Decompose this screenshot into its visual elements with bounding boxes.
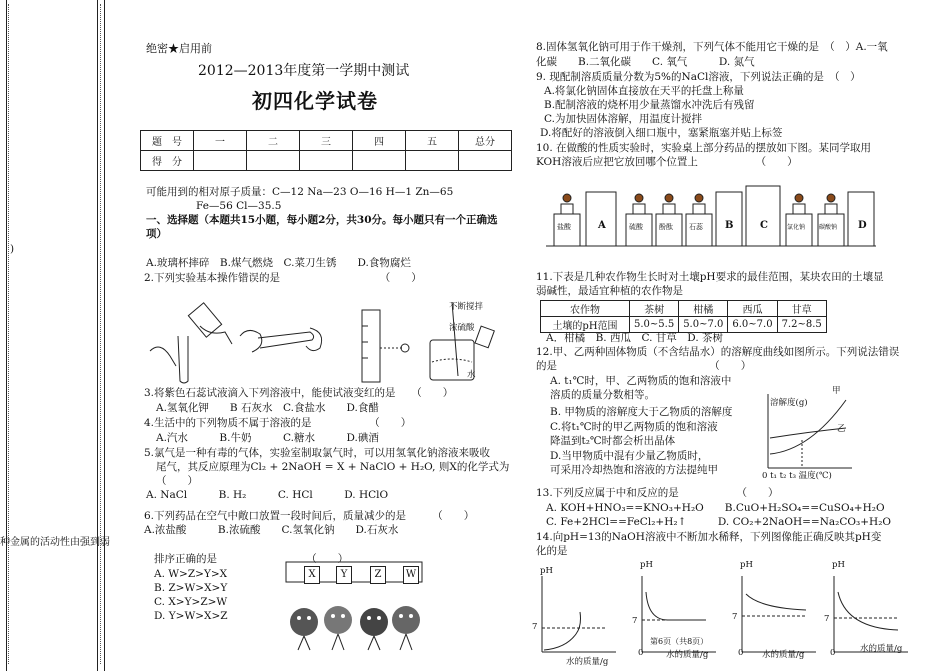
q8-text: 8.固体氢氧化钠可用于作干燥剂，下列气体不能用它干燥的是 （ ）A.一氧: [536, 41, 888, 53]
test-tube-figure: [240, 328, 322, 352]
seven-label-c: 7: [732, 612, 738, 622]
q4-options: A.汽水 B.牛奶 C.糖水 D.碘酒: [156, 432, 379, 444]
ph-table-header: 农作物: [541, 301, 630, 317]
q6-text: 6.下列药品在空气中敞口放置一段时间后，质量减少的是 （ ）: [144, 510, 475, 522]
score-cell[interactable]: [353, 151, 406, 171]
q10-bottles-figure: [546, 170, 876, 260]
paper-title: 初四化学试卷: [252, 89, 378, 113]
q7-option-b: B. Z>W>X>Y: [154, 582, 228, 594]
xlabel-c: 水的质量/g: [762, 650, 805, 660]
q7-option-c: C. X>Y>Z>W: [154, 596, 228, 608]
atomic-masses-2: Fe—56 Cl—35.5: [196, 200, 282, 212]
q2-text: 2.下列实验基本操作错误的是 （ ）: [144, 272, 422, 284]
q12-option-a-2: 溶质的质量分数相等。: [550, 389, 655, 401]
bottle-label-3: 酚酞: [659, 223, 673, 231]
ph-table-cell: 6.0~7.0: [728, 317, 777, 333]
margin-line: [97, 0, 98, 671]
q12-text: 12.甲、乙两种固体物质（不含结晶水）的溶解度曲线如图所示。下列说法错误: [536, 346, 900, 358]
origin-label-c: 0: [738, 648, 744, 658]
origin-label-d: 0: [830, 648, 836, 658]
margin-dotted-line: [8, 4, 9, 664]
q13-text: 13.下列反应属于中和反应的是 （ ）: [536, 487, 779, 499]
bottle-1: [554, 194, 580, 246]
q9-option-b: B.配制溶液的烧杯用少量蒸馏水冲洗后有残留: [544, 99, 755, 111]
margin-dotted-line: [100, 4, 101, 664]
ph-label-b: pH: [640, 560, 653, 570]
xlabel-a: 水的质量/g: [566, 657, 609, 667]
q12-option-c: C.将t₁℃时的甲乙两物质的饱和溶液: [550, 421, 718, 433]
bottle-label-2: 硫酸: [629, 223, 643, 231]
score-header: 五: [406, 131, 459, 151]
bottle-5: [786, 194, 812, 246]
q2-label-water: 水: [467, 370, 476, 380]
ph-graph-d: [834, 576, 908, 652]
q11-options: A．柑橘 B. 西瓜 C. 甘草 D. 茶树: [546, 332, 724, 344]
score-header: 总分: [459, 131, 512, 151]
metal-x: [290, 608, 318, 650]
dilution-figure: [430, 302, 494, 380]
position-c-slot[interactable]: [746, 186, 780, 246]
score-header: 一: [194, 131, 247, 151]
ph-label-d: pH: [832, 560, 845, 570]
curve-yi: [770, 428, 846, 438]
q8-text-2: 化碳 B.二氧化碳 C. 氧气 D. 氮气: [536, 56, 755, 68]
q7-option-a: A. W>Z>Y>X: [154, 568, 228, 580]
metal-label-z: Z: [370, 566, 386, 584]
q4-text: 4.生活中的下列物质不属于溶液的是 （ ）: [144, 417, 412, 429]
ph-label-a: pH: [540, 566, 553, 576]
bottle-label-6: 碳酸钠: [819, 224, 838, 231]
margin-line: [6, 0, 7, 671]
page-number: 第6页（共8页）: [650, 637, 709, 646]
ph-graph-a: [542, 576, 616, 652]
margin-paren: ): [10, 243, 15, 255]
bottle-label-5: 氯化钠: [787, 224, 806, 231]
score-header: 四: [353, 131, 406, 151]
position-b-label: B: [725, 220, 734, 231]
q3-text: 3.将紫色石蕊试液滴入下列溶液中，能使试液变红的是 （ ）: [144, 387, 454, 399]
score-header: 三: [300, 131, 353, 151]
metal-label-y: Y: [336, 566, 352, 584]
q13-options-ab: A. KOH+HNO₃==KNO₃+H₂O B.CuO+H₂SO₄==CuSO₄+H₂O: [546, 502, 885, 514]
q14-text: 14.向pH=13的NaOH溶液中不断加水稀释，下列图像能正确反映其pH变: [536, 531, 882, 543]
q12-option-a: A. t₁℃时，甲、乙两物质的饱和溶液中: [550, 375, 732, 387]
q12-option-b: B. 甲物质的溶解度大于乙物质的溶解度: [550, 406, 733, 418]
atomic-masses: 可能用到的相对原子质量：C—12 Na—23 O—16 H—1 Zn—65: [146, 186, 454, 198]
score-cell[interactable]: [247, 151, 300, 171]
ph-table-cell: 土壤的pH范围: [541, 317, 630, 333]
q3-options: A.氢氧化钾 B 石灰水 C.食盐水 D.食醋: [156, 402, 379, 414]
metal-label-x: X: [304, 566, 320, 584]
ph-table: [540, 300, 827, 333]
seven-label-b: 7: [632, 616, 638, 626]
curve-label-yi: 乙: [837, 424, 846, 434]
position-d-slot[interactable]: [848, 192, 874, 246]
metal-y: [324, 606, 352, 650]
q2-label-stir: 不断搅拌: [449, 302, 484, 312]
q6-options: A.浓盐酸 B.浓硫酸 C.氢氧化钠 D.石灰水: [144, 524, 399, 536]
margin-line: [104, 0, 105, 671]
q10-text-2: KOH溶液后应把它放回哪个位置上 （ ）: [536, 156, 798, 168]
origin-label-b: 0: [638, 648, 644, 658]
q9-option-d: D.将配好的溶液倒入细口瓶中，塞紧瓶塞并贴上标签: [540, 127, 783, 139]
section-one-title-2: 项）: [146, 228, 167, 240]
q1-options: A.玻璃杯摔碎 B.煤气燃烧 C.菜刀生锈 D.食物腐烂: [146, 257, 411, 269]
ph-table-cell: 5.0~7.0: [679, 317, 728, 333]
q10-text: 10. 在做酸的性质实验时，实验桌上部分药品的摆放如下图。某同学取用: [536, 142, 872, 154]
position-b-slot[interactable]: [716, 192, 742, 246]
metal-z: [360, 608, 388, 650]
ph-table-header: 西瓜: [728, 301, 777, 317]
ph-table-cell: 7.2~8.5: [777, 317, 826, 333]
score-cell[interactable]: [194, 151, 247, 171]
position-d-label: D: [858, 220, 867, 231]
score-table: [140, 130, 512, 171]
score-cell[interactable]: [300, 151, 353, 171]
position-a-slot[interactable]: [586, 192, 616, 246]
ph-graph-c: [742, 576, 816, 652]
ph-table-header: 柑橘: [679, 301, 728, 317]
ph-graphs: [536, 568, 916, 666]
score-cell[interactable]: [459, 151, 512, 171]
q11-text-2: 弱碱性，最适宜种植的农作物是: [536, 285, 683, 297]
q11-text: 11.下表是几种农作物生长时对土壤pH要求的最佳范围，某块农田的土壤显: [536, 271, 884, 283]
section-one-title: 一、选择题（本题共15小题，每小题2分，共30分。每小题只有一个正确选: [146, 214, 498, 226]
bottle-label-1: 盐酸: [557, 223, 571, 231]
metal-w: [392, 606, 420, 650]
q7-option-d: D. Y>W>X>Z: [154, 610, 228, 622]
ph-table-header: 茶树: [630, 301, 679, 317]
q12-option-d: D.当甲物质中混有少量乙物质时，: [550, 450, 709, 462]
q2-label-acid: 浓硫酸: [449, 323, 475, 333]
exam-title: 2012—2013年度第一学期中测试: [198, 63, 410, 79]
curve-jia: [770, 400, 846, 454]
score-header: 二: [247, 131, 300, 151]
seven-label-d: 7: [824, 614, 830, 624]
q7-text: 排序正确的是 （ ）: [154, 553, 349, 565]
q14-text-2: 化的是: [536, 545, 568, 557]
xlabel-d: 水的质量/g: [860, 644, 903, 654]
q13-options-cd: C. Fe+2HCl==FeCl₂+H₂↑ D. CO₂+2NaOH==Na₂CO₃+H₂O: [546, 516, 892, 528]
q12-text-2: 的是 （ ）: [536, 360, 752, 372]
solubility-ylabel: 溶解度(g): [770, 398, 808, 408]
bottle-3: [656, 194, 682, 246]
bottle-label-4: 石蕊: [689, 223, 703, 231]
pouring-figure: [150, 303, 232, 383]
score-header: 题 号: [141, 131, 194, 151]
q5-text-3: （ ）: [156, 475, 198, 487]
xlabel-b: 水的质量/g: [666, 650, 709, 660]
q12-option-c-2: 降温到t₂℃时都会析出晶体: [550, 435, 676, 447]
q5-text-2: 尾气，其反应原理为Cl₂ + 2NaOH = X + NaClO + H₂O, 则X的化学式为: [156, 461, 510, 473]
q12-option-d-2: 可采用冷却热饱和溶液的方法提纯甲: [550, 464, 718, 476]
metal-label-w: W: [403, 566, 419, 584]
solubility-xlabel: 0 t₁ t₂ t₃ 温度(℃): [762, 471, 832, 481]
q9-text: 9. 现配制溶质质量分数为5%的NaCl溶液，下列说法正确的是 （ ）: [536, 71, 861, 83]
margin-note: 种金属的活动性由强到弱: [0, 537, 110, 548]
q9-option-c: C.为加快固体溶解，用温度计搅拌: [544, 113, 702, 125]
q9-option-a: A.将氯化钠固体直接放在天平的托盘上称量: [544, 85, 744, 97]
ph-table-cell: 5.0~5.5: [630, 317, 679, 333]
bottle-6: [818, 194, 844, 246]
score-row-label: 得 分: [141, 151, 194, 171]
seven-label-a: 7: [532, 622, 538, 632]
score-cell[interactable]: [406, 151, 459, 171]
cylinder-figure: [362, 310, 409, 382]
bottle-2: [626, 194, 652, 246]
secret-label: 绝密★启用前: [146, 42, 212, 55]
ph-label-c: pH: [740, 560, 753, 570]
ph-table-header: 甘草: [777, 301, 826, 317]
bottle-4: [686, 194, 712, 246]
q5-text: 5.氯气是一种有毒的气体，实验室制取氯气时，可以用氢氧化钠溶液来吸收: [144, 447, 491, 459]
position-a-label: A: [598, 220, 606, 231]
curve-label-jia: 甲: [832, 386, 841, 396]
position-c-label: C: [760, 220, 768, 231]
q5-options: A. NaCl B. H₂ C. HCl D. HClO: [146, 489, 389, 501]
